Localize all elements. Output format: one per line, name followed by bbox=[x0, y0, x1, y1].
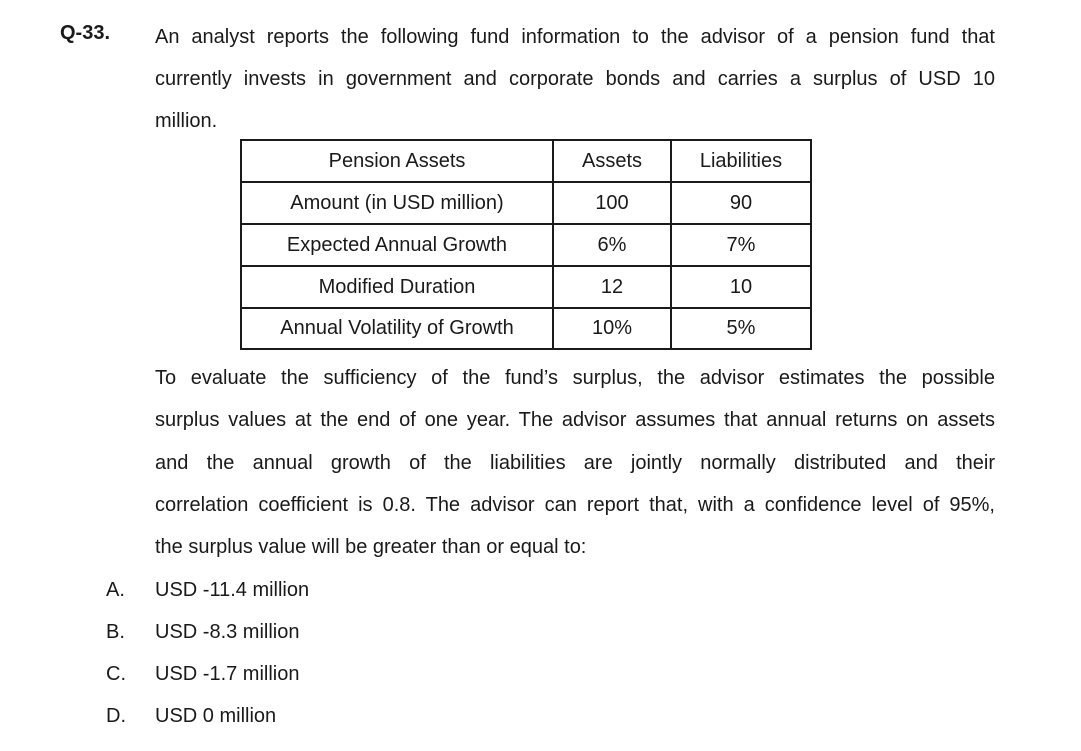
question-stem bbox=[155, 16, 995, 142]
option-text: USD -1.7 million bbox=[155, 663, 300, 685]
option-letter: C. bbox=[106, 663, 126, 685]
body-line: correlation coefficient is 0.8. The advisor can report that, with a confidence level of 95%, bbox=[155, 493, 995, 516]
body-line: the surplus value will be greater than or equal to: bbox=[155, 536, 587, 559]
table-header-cell: Assets bbox=[553, 140, 671, 182]
table-cell: 12 bbox=[553, 266, 671, 308]
option-text: USD -8.3 million bbox=[155, 621, 300, 643]
table-header-cell: Pension Assets bbox=[241, 140, 553, 182]
option-text: USD -11.4 million bbox=[155, 579, 310, 601]
stem-line: currently invests in government and corporate bonds and carries a surplus of USD 10 bbox=[155, 68, 995, 90]
option-letter: B. bbox=[106, 621, 125, 643]
table-cell: Modified Duration bbox=[241, 266, 553, 308]
body-line: and the annual growth of the liabilities are jointly normally distributed and their bbox=[155, 451, 995, 474]
table-row bbox=[241, 182, 811, 224]
option-letter: A. bbox=[106, 579, 125, 601]
option-letter: D. bbox=[106, 705, 126, 727]
fund-info-table bbox=[240, 139, 812, 350]
body-line: surplus values at the end of one year. The advisor assumes that annual returns on assets bbox=[155, 409, 995, 432]
table-cell: Annual Volatility of Growth bbox=[241, 308, 553, 349]
stem-line: million. bbox=[155, 110, 218, 132]
table-cell: 5% bbox=[671, 308, 811, 349]
body-line: To evaluate the sufficiency of the fund’s surplus, the advisor estimates the possible bbox=[155, 367, 995, 389]
table-cell: 6% bbox=[553, 224, 671, 266]
table-row bbox=[241, 266, 811, 308]
table-header-row bbox=[241, 140, 811, 182]
question-body bbox=[155, 357, 995, 568]
table-row bbox=[241, 308, 811, 349]
table-cell: 10 bbox=[671, 266, 811, 308]
table-header-cell: Liabilities bbox=[671, 140, 811, 182]
table-cell: Amount (in USD million) bbox=[241, 182, 553, 224]
table-cell: 10% bbox=[553, 308, 671, 349]
option-text: USD 0 million bbox=[155, 705, 277, 727]
table-row bbox=[241, 224, 811, 266]
table-cell: Expected Annual Growth bbox=[241, 224, 553, 266]
stem-line: An analyst reports the following fund information to the advisor of a pension fund that bbox=[155, 26, 995, 48]
table-cell: 90 bbox=[671, 182, 811, 224]
question-number: Q-33. bbox=[60, 22, 111, 44]
table-cell: 100 bbox=[553, 182, 671, 224]
table-cell: 7% bbox=[671, 224, 811, 266]
